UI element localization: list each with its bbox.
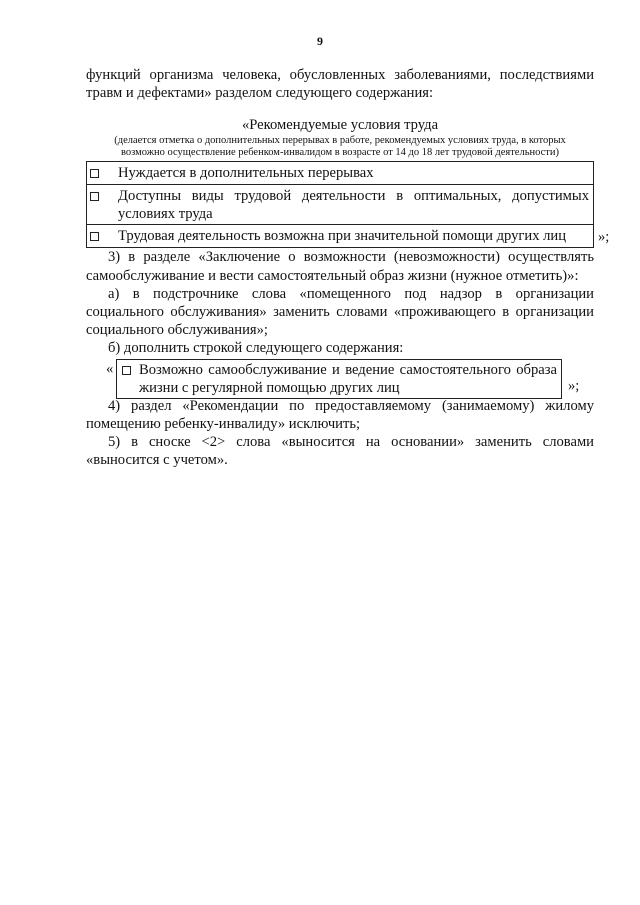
options-block <box>86 161 610 249</box>
item-4-paragraph: 4) раздел «Рекомендации по предоставляемому (занимаемому) жилому помещению ребенку-инвалиду» исключить; <box>86 397 594 432</box>
page-number: 9 <box>317 34 323 48</box>
checkbox-icon[interactable] <box>90 192 99 201</box>
closing-quote: »; <box>598 229 610 246</box>
intro-paragraph: функций организма человека, обусловленных заболеваниями, последствиями травм и дефектами» разделом следующего содержания: <box>86 67 594 102</box>
close-quote: »; <box>568 377 580 394</box>
document-body <box>86 66 610 469</box>
option-label: Нуждается в дополнительных перерывах <box>104 161 594 184</box>
inline-option-label: Возможно самообслуживание и ведение самостоятельного образа жизни с регулярной помощью других лиц <box>139 361 557 396</box>
item-3a-paragraph: а) в подстрочнике слова «помещенного под надзор в организации социального обслуживания» заменить словами «проживающего в организации социального обслуживания»; <box>86 285 594 339</box>
section-subtitle: (делается отметка о дополнительных перерывах в работе, рекомендуемых условиях труда, в которых возможно осуществление ребенком-инвалидом в возрасте от 14 до 18 лет трудовой деятельности) <box>114 134 566 158</box>
open-quote: « <box>106 360 114 377</box>
checkbox-icon[interactable] <box>90 169 99 178</box>
item-3-paragraph: 3) в разделе «Заключение о возможности (невозможности) осуществлять самообслуживание и вести самостоятельный образ жизни (нужное отметить)»: <box>86 249 594 284</box>
option-label: Доступны виды трудовой деятельности в оптимальных, допустимых условиях труда <box>104 184 594 224</box>
item-3b-paragraph: б) дополнить строкой следующего содержания: <box>108 340 404 357</box>
item-5-paragraph: 5) в сноске <2> слова «выносится на основании» заменить словами «выносится с учетом». <box>86 434 594 469</box>
checkbox-icon[interactable] <box>122 366 131 375</box>
option-row <box>87 225 594 248</box>
option-row <box>87 161 594 184</box>
section-title: «Рекомендуемые условия труда <box>241 117 439 134</box>
checkbox-icon[interactable] <box>90 232 99 241</box>
inline-option-box <box>116 359 562 399</box>
option-label: Трудовая деятельность возможна при значительной помощи других лиц <box>104 225 594 248</box>
options-table <box>86 161 594 249</box>
option-row <box>87 184 594 224</box>
inline-option-block <box>86 359 594 397</box>
